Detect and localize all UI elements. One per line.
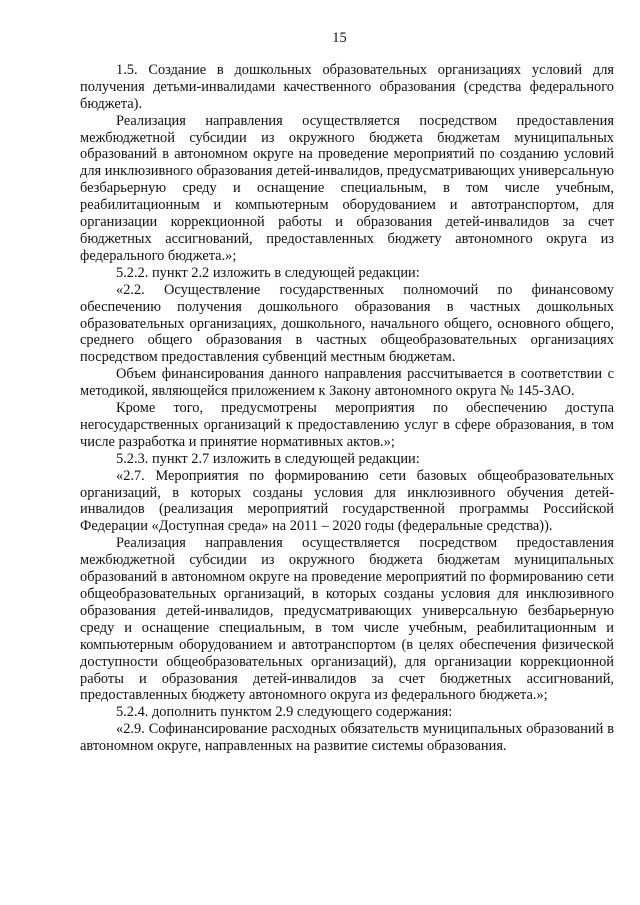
paragraph-2-9: «2.9. Софинансирование расходных обязательств муниципальных образований в автономном округе, направленных на развитие системы образования. xyxy=(80,721,614,755)
paragraph-2-2-funding: Объем финансирования данного направления рассчитывается в соответствии с методикой, являющейся приложением к Закону автономного округа № 145-ЗАО. xyxy=(80,366,614,400)
paragraph-2-2-additional: Кроме того, предусмотрены мероприятия по обеспечению доступа негосударственных организаций к предоставлению услуг в сфере образования, в том числе разработка и принятие нормативных актов.»; xyxy=(80,400,614,450)
paragraph-1-5: 1.5. Создание в дошкольных образовательных организациях условий для получения детьми-инвалидами качественного образования (средства федерального бюджета). xyxy=(80,61,614,112)
paragraph-5-2-2: 5.2.2. пункт 2.2 изложить в следующей редакции: xyxy=(116,264,420,281)
paragraph-5-2-3: 5.2.3. пункт 2.7 изложить в следующей редакции: xyxy=(116,450,420,467)
paragraph-2-7-implementation: Реализация направления осуществляется посредством предоставления межбюджетной субсидии из окружного бюджета бюджетам муниципальных образований в автономном округе на проведение мероприятий по формированию сети общеобразовательных организаций, в которых созданы условия для инклюзивного образования детей-инвалидов, предусматривающих универсальную безбарьерную среду и оснащение специальным, в том числе учебным, реабилитационным и компьютерным оборудованием и автотранспортом (в целях обеспечения физической доступности общеобразовательных организаций), для организации коррекционной работы и образования детей-инвалидов за счет бюджетных ассигнований, предоставленных бюджету автономного округа из федерального бюджета.»; xyxy=(80,535,614,704)
paragraph-2-2: «2.2. Осуществление государственных полномочий по финансовому обеспечению получения дошкольного образования в частных дошкольных образовательных организациях, дошкольного, начального общего, основного общего, среднего общего образования в частных общеобразовательных организациях посредством предоставления субвенций местным бюджетам. xyxy=(80,281,614,366)
paragraph-2-7: «2.7. Мероприятия по формированию сети базовых общеобразовательных организаций, в которых созданы условия для инклюзивного обучения детей-инвалидов (реализация мероприятий государственной программы Российской Федерации «Доступная среда» на 2011 – 2020 годы (федеральные средства)). xyxy=(80,467,614,535)
paragraph-1-5-implementation: Реализация направления осуществляется посредством предоставления межбюджетной субсидии из окружного бюджета бюджетам муниципальных образований в автономном округе на проведение мероприятий по созданию условий для инклюзивного образования детей-инвалидов, предусматривающих универсальную безбарьерную среду и оснащение специальным, в том числе учебным, реабилитационным и компьютерным оборудованием и автотранспортом, для организации коррекционной работы и образования детей-инвалидов за счет бюджетных ассигнований, предоставленных бюджету автономного округа из федерального бюджета.»; xyxy=(80,112,614,264)
paragraph-5-2-4: 5.2.4. дополнить пунктом 2.9 следующего содержания: xyxy=(116,704,453,721)
page-number: 15 xyxy=(332,30,347,46)
